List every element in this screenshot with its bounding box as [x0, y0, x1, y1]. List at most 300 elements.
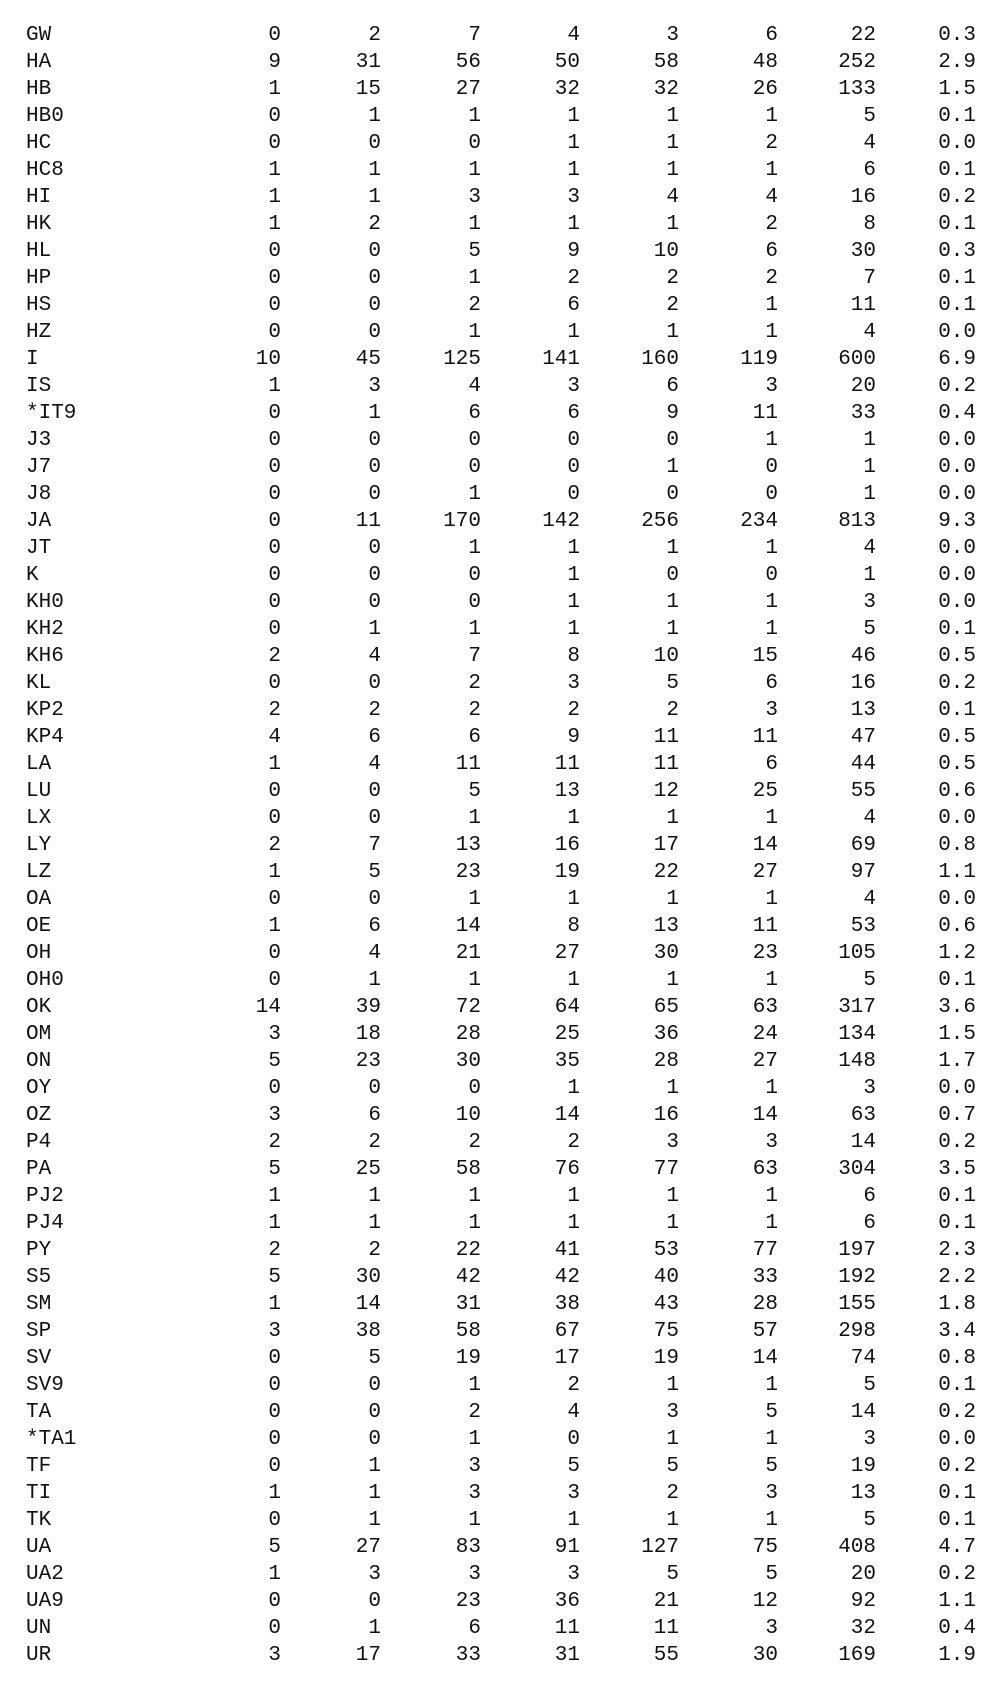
table-row — [0, 859, 1000, 886]
table-row — [0, 1075, 1000, 1102]
cell-col-3: 0 — [468, 1077, 481, 1100]
cell-col-6: 15 — [752, 645, 778, 668]
cell-total: 16 — [850, 186, 876, 209]
cell-percent: 0.1 — [938, 699, 976, 722]
cell-percent: 2.9 — [938, 51, 976, 74]
cell-col-6: 23 — [752, 942, 778, 965]
table-row — [0, 1021, 1000, 1048]
cell-col-2: 0 — [368, 672, 381, 695]
cell-col-3: 7 — [468, 24, 481, 47]
cell-total: 13 — [850, 1482, 876, 1505]
cell-prefix: SP — [26, 1320, 52, 1343]
cell-col-3: 1 — [468, 105, 481, 128]
cell-col-4: 3 — [567, 672, 580, 695]
cell-col-1: 5 — [268, 1050, 281, 1073]
cell-col-6: 25 — [752, 780, 778, 803]
cell-col-1: 0 — [268, 942, 281, 965]
cell-col-5: 1 — [666, 591, 679, 614]
cell-col-3: 83 — [455, 1536, 481, 1559]
cell-col-1: 0 — [268, 1401, 281, 1424]
cell-col-4: 1 — [567, 1185, 580, 1208]
cell-col-2: 0 — [368, 1401, 381, 1424]
cell-col-6: 3 — [765, 1482, 778, 1505]
cell-col-5: 1 — [666, 132, 679, 155]
table-row — [0, 508, 1000, 535]
cell-col-5: 53 — [653, 1239, 679, 1262]
cell-col-5: 1 — [666, 456, 679, 479]
cell-col-4: 2 — [567, 267, 580, 290]
cell-col-3: 1 — [468, 888, 481, 911]
cell-col-6: 1 — [765, 1185, 778, 1208]
cell-col-5: 13 — [653, 915, 679, 938]
cell-col-2: 2 — [368, 24, 381, 47]
cell-col-4: 1 — [567, 807, 580, 830]
table-row — [0, 751, 1000, 778]
cell-col-2: 0 — [368, 807, 381, 830]
cell-prefix: KP4 — [26, 726, 64, 749]
cell-total: 19 — [850, 1455, 876, 1478]
cell-col-4: 11 — [554, 753, 580, 776]
cell-percent: 0.0 — [938, 564, 976, 587]
cell-total: 3 — [863, 1077, 876, 1100]
cell-col-3: 3 — [468, 1482, 481, 1505]
cell-total: 44 — [850, 753, 876, 776]
cell-col-5: 4 — [666, 186, 679, 209]
cell-col-4: 91 — [554, 1536, 580, 1559]
cell-prefix: JA — [26, 510, 52, 533]
cell-col-6: 3 — [765, 375, 778, 398]
cell-col-6: 0 — [765, 483, 778, 506]
cell-col-1: 2 — [268, 645, 281, 668]
cell-col-6: 6 — [765, 240, 778, 263]
cell-col-5: 1 — [666, 1509, 679, 1532]
cell-col-4: 50 — [554, 51, 580, 74]
cell-percent: 0.2 — [938, 672, 976, 695]
cell-col-4: 3 — [567, 186, 580, 209]
cell-col-6: 3 — [765, 1131, 778, 1154]
cell-percent: 0.1 — [938, 159, 976, 182]
cell-col-2: 0 — [368, 780, 381, 803]
cell-col-6: 3 — [765, 1617, 778, 1640]
cell-col-3: 1 — [468, 969, 481, 992]
cell-total: 92 — [850, 1590, 876, 1613]
cell-percent: 0.0 — [938, 591, 976, 614]
cell-col-5: 17 — [653, 834, 679, 857]
cell-col-2: 0 — [368, 429, 381, 452]
cell-total: 4 — [863, 807, 876, 830]
cell-col-1: 3 — [268, 1320, 281, 1343]
cell-percent: 1.7 — [938, 1050, 976, 1073]
cell-col-4: 13 — [554, 780, 580, 803]
cell-percent: 0.6 — [938, 915, 976, 938]
cell-percent: 0.1 — [938, 1374, 976, 1397]
cell-col-5: 6 — [666, 375, 679, 398]
cell-col-6: 26 — [752, 78, 778, 101]
cell-prefix: SM — [26, 1293, 52, 1316]
cell-col-2: 6 — [368, 726, 381, 749]
cell-col-3: 56 — [455, 51, 481, 74]
cell-col-3: 3 — [468, 1563, 481, 1586]
cell-col-5: 1 — [666, 807, 679, 830]
cell-col-2: 0 — [368, 1590, 381, 1613]
cell-col-3: 170 — [443, 510, 481, 533]
cell-prefix: HI — [26, 186, 52, 209]
cell-col-5: 65 — [653, 996, 679, 1019]
cell-col-2: 1 — [368, 186, 381, 209]
cell-prefix: J3 — [26, 429, 52, 452]
cell-prefix: TF — [26, 1455, 52, 1478]
cell-col-5: 1 — [666, 1212, 679, 1235]
cell-col-2: 14 — [355, 1293, 381, 1316]
cell-percent: 3.4 — [938, 1320, 976, 1343]
cell-percent: 1.5 — [938, 78, 976, 101]
cell-col-4: 1 — [567, 213, 580, 236]
cell-prefix: KH2 — [26, 618, 64, 641]
cell-col-5: 5 — [666, 1563, 679, 1586]
cell-total: 3 — [863, 1428, 876, 1451]
cell-total: 97 — [850, 861, 876, 884]
cell-total: 298 — [838, 1320, 876, 1343]
cell-prefix: IS — [26, 375, 52, 398]
cell-col-4: 1 — [567, 618, 580, 641]
cell-col-2: 2 — [368, 1131, 381, 1154]
cell-total: 4 — [863, 321, 876, 344]
cell-col-3: 2 — [468, 672, 481, 695]
cell-col-5: 2 — [666, 699, 679, 722]
table-row — [0, 481, 1000, 508]
table-row — [0, 1102, 1000, 1129]
cell-col-4: 3 — [567, 375, 580, 398]
cell-prefix: J7 — [26, 456, 52, 479]
cell-total: 169 — [838, 1644, 876, 1667]
table-row — [0, 1534, 1000, 1561]
cell-prefix: HC — [26, 132, 52, 155]
cell-total: 4 — [863, 888, 876, 911]
cell-col-4: 32 — [554, 78, 580, 101]
cell-total: 30 — [850, 240, 876, 263]
cell-percent: 0.0 — [938, 132, 976, 155]
cell-prefix: PY — [26, 1239, 52, 1262]
cell-prefix: *IT9 — [26, 402, 77, 425]
cell-col-2: 4 — [368, 753, 381, 776]
cell-col-2: 1 — [368, 1212, 381, 1235]
cell-percent: 0.0 — [938, 888, 976, 911]
cell-prefix: LZ — [26, 861, 52, 884]
cell-prefix: PA — [26, 1158, 52, 1181]
cell-total: 8 — [863, 213, 876, 236]
cell-prefix: TI — [26, 1482, 52, 1505]
cell-prefix: SV — [26, 1347, 52, 1370]
cell-col-2: 0 — [368, 564, 381, 587]
cell-percent: 0.1 — [938, 1509, 976, 1532]
cell-col-3: 3 — [468, 1455, 481, 1478]
cell-percent: 0.5 — [938, 753, 976, 776]
cell-col-6: 1 — [765, 429, 778, 452]
cell-col-4: 1 — [567, 1509, 580, 1532]
cell-col-3: 1 — [468, 159, 481, 182]
cell-col-4: 1 — [567, 321, 580, 344]
cell-col-6: 1 — [765, 1374, 778, 1397]
cell-col-6: 1 — [765, 969, 778, 992]
cell-col-2: 39 — [355, 996, 381, 1019]
cell-col-4: 41 — [554, 1239, 580, 1262]
cell-percent: 0.1 — [938, 618, 976, 641]
cell-col-5: 1 — [666, 1077, 679, 1100]
cell-percent: 1.5 — [938, 1023, 976, 1046]
table-row — [0, 238, 1000, 265]
cell-col-3: 42 — [455, 1266, 481, 1289]
cell-total: 14 — [850, 1401, 876, 1424]
cell-col-6: 63 — [752, 996, 778, 1019]
table-row — [0, 913, 1000, 940]
cell-total: 5 — [863, 618, 876, 641]
cell-col-4: 36 — [554, 1590, 580, 1613]
cell-col-1: 1 — [268, 1185, 281, 1208]
cell-col-4: 1 — [567, 537, 580, 560]
cell-total: 46 — [850, 645, 876, 668]
table-row — [0, 940, 1000, 967]
cell-col-5: 40 — [653, 1266, 679, 1289]
cell-prefix: TK — [26, 1509, 52, 1532]
cell-col-3: 1 — [468, 213, 481, 236]
cell-total: 197 — [838, 1239, 876, 1262]
cell-col-2: 0 — [368, 483, 381, 506]
cell-col-2: 1 — [368, 1509, 381, 1532]
cell-prefix: HK — [26, 213, 52, 236]
cell-prefix: PJ4 — [26, 1212, 64, 1235]
cell-col-6: 27 — [752, 861, 778, 884]
cell-col-5: 1 — [666, 537, 679, 560]
table-row — [0, 1048, 1000, 1075]
cell-col-1: 5 — [268, 1266, 281, 1289]
table-row — [0, 1129, 1000, 1156]
cell-prefix: UA — [26, 1536, 52, 1559]
cell-col-4: 0 — [567, 1428, 580, 1451]
cell-col-1: 1 — [268, 159, 281, 182]
cell-percent: 0.2 — [938, 1455, 976, 1478]
cell-total: 20 — [850, 375, 876, 398]
cell-col-3: 58 — [455, 1158, 481, 1181]
cell-col-1: 0 — [268, 618, 281, 641]
cell-prefix: HS — [26, 294, 52, 317]
cell-col-3: 72 — [455, 996, 481, 1019]
cell-total: 22 — [850, 24, 876, 47]
cell-col-5: 10 — [653, 240, 679, 263]
cell-total: 317 — [838, 996, 876, 1019]
cell-total: 13 — [850, 699, 876, 722]
table-row — [0, 1480, 1000, 1507]
cell-col-1: 4 — [268, 726, 281, 749]
cell-percent: 3.5 — [938, 1158, 976, 1181]
table-row — [0, 1183, 1000, 1210]
cell-col-1: 0 — [268, 780, 281, 803]
cell-col-1: 0 — [268, 591, 281, 614]
cell-col-3: 27 — [455, 78, 481, 101]
cell-total: 105 — [838, 942, 876, 965]
cell-col-4: 6 — [567, 402, 580, 425]
cell-prefix: HA — [26, 51, 52, 74]
cell-percent: 0.1 — [938, 1212, 976, 1235]
cell-col-5: 5 — [666, 672, 679, 695]
cell-percent: 0.1 — [938, 1185, 976, 1208]
cell-prefix: HC8 — [26, 159, 64, 182]
table-row — [0, 1642, 1000, 1669]
cell-total: 11 — [850, 294, 876, 317]
cell-col-1: 0 — [268, 429, 281, 452]
table-row — [0, 1453, 1000, 1480]
cell-col-6: 0 — [765, 456, 778, 479]
cell-col-4: 142 — [542, 510, 580, 533]
cell-percent: 0.0 — [938, 321, 976, 344]
cell-col-5: 1 — [666, 1374, 679, 1397]
cell-col-5: 1 — [666, 618, 679, 641]
cell-col-3: 1 — [468, 1374, 481, 1397]
prefix-statistics-table — [0, 22, 1000, 1669]
table-row — [0, 832, 1000, 859]
cell-total: 5 — [863, 969, 876, 992]
cell-col-4: 0 — [567, 429, 580, 452]
cell-col-2: 1 — [368, 1482, 381, 1505]
cell-percent: 0.7 — [938, 1104, 976, 1127]
cell-prefix: KH6 — [26, 645, 64, 668]
table-row — [0, 886, 1000, 913]
cell-col-2: 3 — [368, 375, 381, 398]
cell-total: 7 — [863, 267, 876, 290]
cell-percent: 0.3 — [938, 240, 976, 263]
cell-col-4: 8 — [567, 915, 580, 938]
cell-total: 55 — [850, 780, 876, 803]
cell-col-6: 1 — [765, 1077, 778, 1100]
cell-col-3: 125 — [443, 348, 481, 371]
table-row — [0, 1561, 1000, 1588]
cell-col-3: 1 — [468, 537, 481, 560]
cell-col-5: 256 — [641, 510, 679, 533]
cell-col-4: 11 — [554, 1617, 580, 1640]
cell-prefix: UA2 — [26, 1563, 64, 1586]
cell-col-5: 2 — [666, 294, 679, 317]
cell-col-6: 1 — [765, 591, 778, 614]
cell-col-3: 11 — [455, 753, 481, 776]
cell-col-2: 7 — [368, 834, 381, 857]
cell-col-3: 6 — [468, 402, 481, 425]
cell-col-1: 0 — [268, 1077, 281, 1100]
table-row — [0, 211, 1000, 238]
table-row — [0, 1507, 1000, 1534]
cell-col-1: 0 — [268, 1590, 281, 1613]
cell-col-6: 1 — [765, 807, 778, 830]
cell-total: 1 — [863, 456, 876, 479]
cell-total: 47 — [850, 726, 876, 749]
cell-col-5: 1 — [666, 321, 679, 344]
cell-col-4: 0 — [567, 483, 580, 506]
cell-col-2: 0 — [368, 888, 381, 911]
cell-col-2: 1 — [368, 159, 381, 182]
cell-col-3: 13 — [455, 834, 481, 857]
cell-prefix: KL — [26, 672, 52, 695]
cell-col-6: 1 — [765, 1509, 778, 1532]
table-row — [0, 49, 1000, 76]
cell-col-5: 0 — [666, 429, 679, 452]
cell-col-5: 9 — [666, 402, 679, 425]
cell-col-6: 1 — [765, 159, 778, 182]
cell-col-1: 1 — [268, 861, 281, 884]
cell-total: 192 — [838, 1266, 876, 1289]
cell-col-1: 2 — [268, 1131, 281, 1154]
cell-total: 6 — [863, 1185, 876, 1208]
cell-percent: 0.0 — [938, 1428, 976, 1451]
table-row — [0, 616, 1000, 643]
cell-percent: 0.0 — [938, 456, 976, 479]
cell-col-1: 0 — [268, 510, 281, 533]
cell-col-2: 1 — [368, 1617, 381, 1640]
cell-col-3: 22 — [455, 1239, 481, 1262]
cell-percent: 0.0 — [938, 429, 976, 452]
cell-col-6: 11 — [752, 402, 778, 425]
cell-col-6: 28 — [752, 1293, 778, 1316]
cell-prefix: UR — [26, 1644, 52, 1667]
cell-total: 6 — [863, 1212, 876, 1235]
cell-col-1: 0 — [268, 321, 281, 344]
cell-col-1: 0 — [268, 1374, 281, 1397]
table-row — [0, 427, 1000, 454]
table-row — [0, 697, 1000, 724]
cell-col-3: 0 — [468, 591, 481, 614]
cell-col-1: 1 — [268, 1563, 281, 1586]
cell-col-4: 2 — [567, 1131, 580, 1154]
cell-col-4: 0 — [567, 456, 580, 479]
cell-col-3: 1 — [468, 1509, 481, 1532]
cell-col-3: 0 — [468, 429, 481, 452]
cell-col-1: 0 — [268, 564, 281, 587]
cell-col-3: 1 — [468, 618, 481, 641]
cell-prefix: S5 — [26, 1266, 52, 1289]
table-row — [0, 589, 1000, 616]
cell-total: 134 — [838, 1023, 876, 1046]
table-row — [0, 1372, 1000, 1399]
cell-total: 1 — [863, 564, 876, 587]
cell-col-5: 22 — [653, 861, 679, 884]
cell-col-3: 10 — [455, 1104, 481, 1127]
cell-col-3: 28 — [455, 1023, 481, 1046]
cell-prefix: OK — [26, 996, 52, 1019]
cell-col-5: 1 — [666, 213, 679, 236]
cell-percent: 1.8 — [938, 1293, 976, 1316]
cell-col-2: 15 — [355, 78, 381, 101]
cell-col-5: 1 — [666, 1428, 679, 1451]
cell-percent: 0.1 — [938, 105, 976, 128]
cell-col-3: 6 — [468, 726, 481, 749]
cell-col-1: 3 — [268, 1023, 281, 1046]
table-row — [0, 1615, 1000, 1642]
cell-prefix: OY — [26, 1077, 52, 1100]
table-row — [0, 994, 1000, 1021]
cell-col-2: 23 — [355, 1050, 381, 1073]
cell-col-6: 5 — [765, 1563, 778, 1586]
cell-col-6: 6 — [765, 753, 778, 776]
cell-total: 813 — [838, 510, 876, 533]
cell-percent: 0.2 — [938, 1131, 976, 1154]
cell-percent: 0.2 — [938, 1401, 976, 1424]
cell-col-2: 0 — [368, 1374, 381, 1397]
cell-prefix: *TA1 — [26, 1428, 77, 1451]
table-row — [0, 1345, 1000, 1372]
table-row — [0, 535, 1000, 562]
cell-col-5: 77 — [653, 1158, 679, 1181]
cell-col-4: 42 — [554, 1266, 580, 1289]
cell-col-1: 1 — [268, 1293, 281, 1316]
cell-col-4: 1 — [567, 564, 580, 587]
cell-col-5: 75 — [653, 1320, 679, 1343]
